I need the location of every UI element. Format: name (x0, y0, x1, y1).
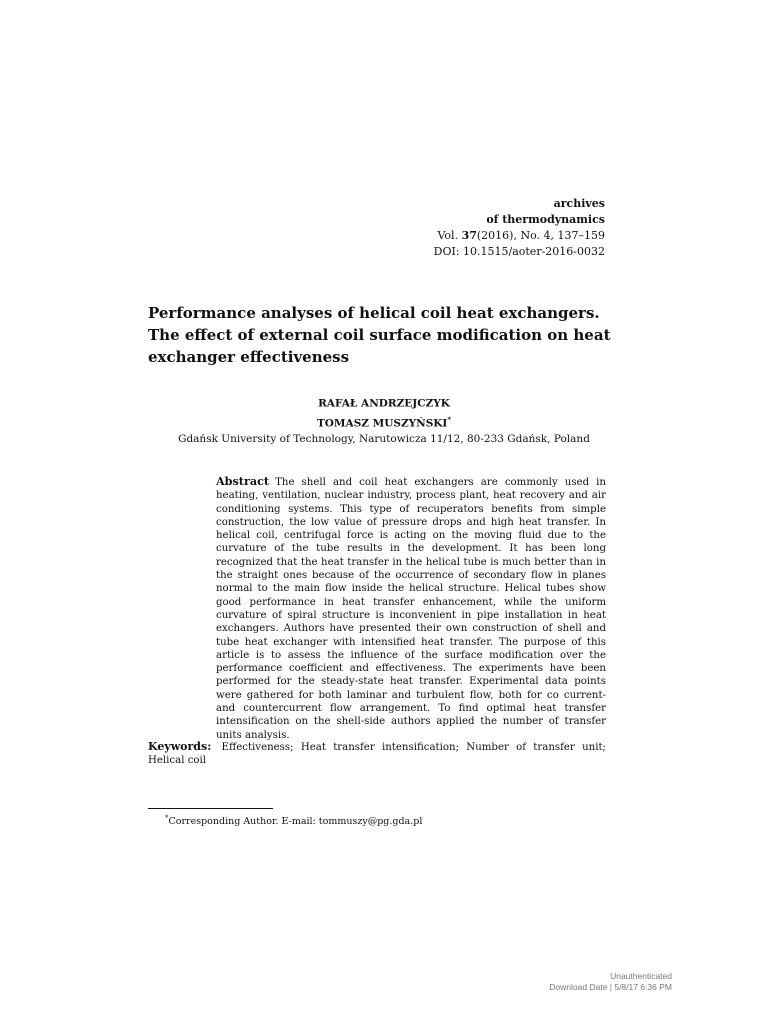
abstract-text: The shell and coil heat exchangers are commonly used in heating, ventilation, nuclear industry, process plant, heat recovery and air conditioning systems. This type of recuperators benefits from simple construction, the low value of pressure drops and high heat transfer. In helical coil, centrifugal force is acting on the moving fluid due to the curvature of the tube results in the development. It has been long recognized that the heat transfer in the helical tube is much better than in the straight ones because of the occurrence of secondary flow in planes normal to the main flow inside the helical structure. Helical tubes show good performance in heat transfer enhancement, while the uniform curvature of spiral structure is inconvenient in pipe installation in heat exchangers. Authors have presented their own construction of shell and tube heat exchanger with intensified heat transfer. The purpose of this article is to assess the influence of the surface modification over the performance coefficient and effectiveness. The experiments have been performed for the steady-state heat transfer. Experimental data points were gathered for both laminar and turbulent flow, both for co current- and countercurrent flow arrangement. To find optimal heat transfer intensification on the shell-side authors applied the number of transfer units analysis. (216, 477, 606, 741)
stamp-line2: Download Date | 5/8/17 6:36 PM (549, 982, 672, 992)
abstract-label: Abstract (216, 474, 270, 488)
keywords-label: Keywords: (148, 740, 212, 753)
journal-name-line2: of thermodynamics (486, 213, 605, 226)
author-name: RAFAŁ ANDRZEJCZYK (318, 397, 450, 410)
doi: DOI: 10.1515/aoter-2016-0032 (433, 245, 605, 258)
author-mark: * (447, 414, 452, 424)
stamp-line1: Unauthenticated (610, 971, 672, 981)
volume-suffix: (2016), No. 4, 137–159 (476, 229, 605, 242)
volume-prefix: Vol. (437, 229, 459, 242)
author (0, 412, 768, 432)
footnote-rule (148, 808, 273, 809)
footnote-text: Corresponding Author. E-mail: tommuszy@pg.gda.pl (168, 816, 423, 828)
footnote-mark: * (165, 814, 169, 822)
paper-title: Performance analyses of helical coil heat exchangers. The effect of external coil surface modification on heat exchanger effectiveness (148, 304, 611, 366)
footnote (165, 812, 422, 828)
keywords (148, 740, 606, 768)
author-list (0, 392, 768, 431)
journal-header (434, 196, 605, 260)
download-stamp (549, 971, 672, 993)
author-name: TOMASZ MUSZYŃSKI (316, 417, 448, 429)
author (0, 392, 768, 412)
volume-number: 37 (461, 229, 477, 242)
abstract (216, 475, 606, 742)
volume-info (434, 228, 605, 244)
affiliation: Gdańsk University of Technology, Narutowicza 11/12, 80-233 Gdańsk, Poland (178, 433, 590, 445)
journal-name-line1: archives (553, 197, 605, 210)
keywords-text: Effectiveness; Heat transfer intensification; Number of transfer unit; Helical coil (148, 742, 606, 767)
